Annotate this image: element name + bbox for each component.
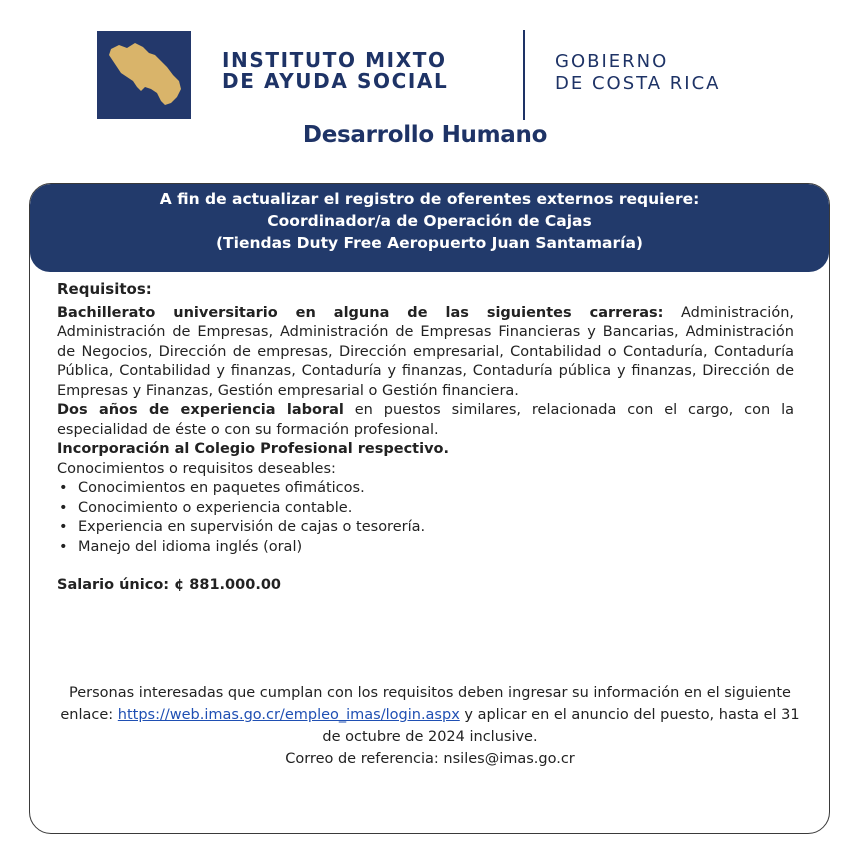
desirable-heading: Conocimientos o requisitos deseables: bbox=[57, 460, 336, 477]
degree-lead: Bachillerato universitario en alguna de las siguientes carreras: bbox=[57, 304, 664, 321]
government-name bbox=[555, 51, 720, 95]
job-banner bbox=[30, 184, 829, 272]
imas-logo bbox=[97, 31, 191, 119]
list-item: • Conocimientos en paquetes ofimáticos. bbox=[57, 479, 794, 499]
degree-requirement bbox=[57, 304, 794, 402]
contact-text-after: y aplicar en el anuncio del puesto, hasta el 31 de octubre de 2024 inclusive. bbox=[322, 707, 800, 745]
experience-lead: Dos años de experiencia laboral bbox=[57, 402, 344, 418]
experience-requirement bbox=[57, 401, 794, 440]
application-link[interactable]: https://web.imas.go.cr/empleo_imas/login.aspx bbox=[117, 707, 460, 723]
government-line-2: DE COSTA RICA bbox=[555, 73, 721, 94]
list-item: • Experiencia en supervisión de cajas o tesorería. bbox=[57, 518, 794, 538]
institution-line-1: INSTITUTO MIXTO bbox=[222, 48, 447, 72]
header bbox=[0, 0, 850, 125]
page-subtitle: Desarrollo Humano bbox=[302, 122, 548, 148]
institution-line-2: DE AYUDA SOCIAL bbox=[222, 69, 449, 93]
banner-line-3: (Tiendas Duty Free Aeropuerto Juan Santamaría) bbox=[215, 234, 644, 252]
contact-text-before: Personas interesadas que cumplan con los requisitos deben ingresar su información en el siguiente enlace: bbox=[60, 685, 791, 723]
banner-line-2: Coordinador/a de Operación de Cajas bbox=[267, 212, 592, 230]
reference-email: Correo de referencia: nsiles@imas.go.cr bbox=[285, 751, 575, 767]
government-line-1: GOBIERNO bbox=[555, 51, 669, 72]
requirements-section bbox=[57, 280, 794, 596]
college-requirement: Incorporación al Colegio Profesional respectivo. bbox=[57, 441, 449, 457]
banner-line-1: A fin de actualizar el registro de oferentes externos requiere: bbox=[159, 190, 700, 208]
job-posting-card bbox=[29, 183, 830, 834]
salary: Salario único: ¢ 881.000.00 bbox=[57, 577, 281, 593]
header-divider bbox=[523, 30, 525, 120]
list-item: • Conocimiento o experiencia contable. bbox=[57, 499, 794, 519]
list-item: • Manejo del idioma inglés (oral) bbox=[57, 538, 794, 558]
desirable-list bbox=[57, 479, 794, 557]
requirements-heading: Requisitos: bbox=[57, 280, 152, 298]
institution-name bbox=[222, 50, 448, 92]
costa-rica-map-icon bbox=[97, 31, 191, 119]
degree-text: Administración, Administración de Empresas, Administración de Empresas Financieras y Bancarias, Administración de Negocios, Dirección de empresas, Dirección empresarial, Contabilidad o Contaduría, Contaduría Pública, Contabilidad y finanzas, Contaduría y finanzas, Contaduría pública y finanzas, Dirección de Empresas y Finanzas, Gestión empresarial o Gestión financiera. bbox=[57, 304, 794, 399]
experience-text: en puestos similares, relacionada con el cargo, con la especialidad de éste o con su formación profesional. bbox=[57, 402, 794, 438]
contact-section bbox=[50, 682, 810, 770]
